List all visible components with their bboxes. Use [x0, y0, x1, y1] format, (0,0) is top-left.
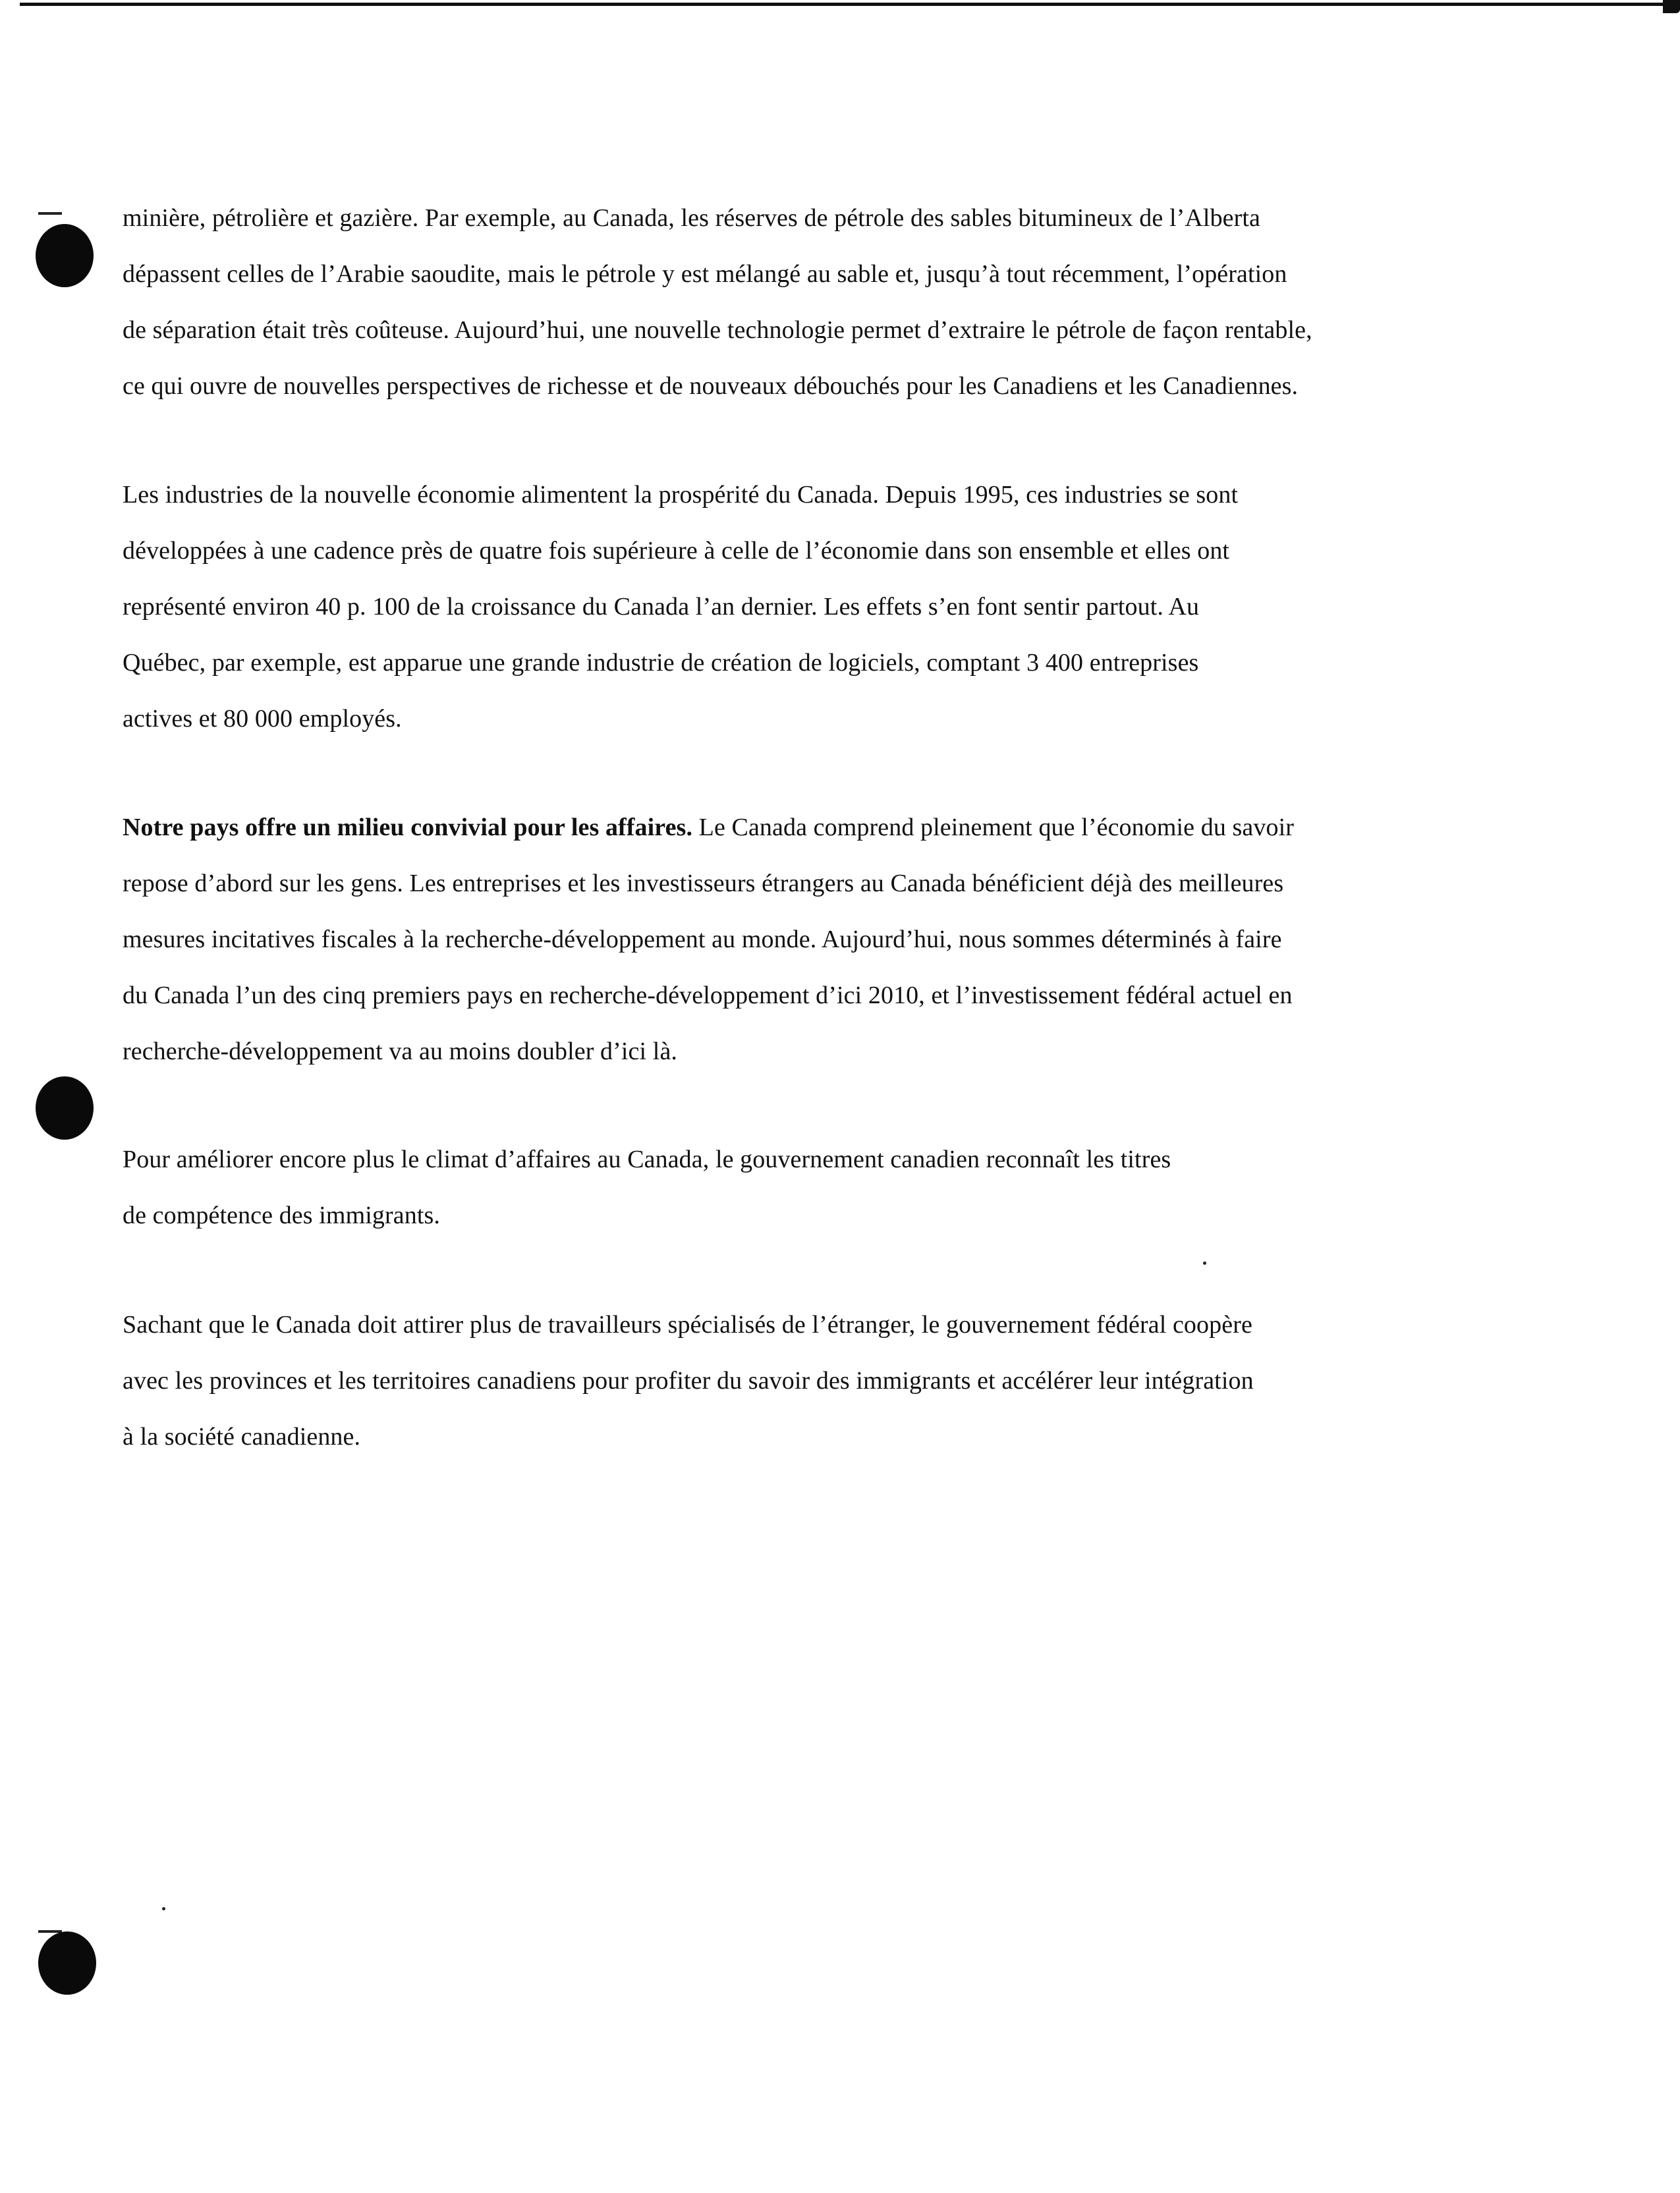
- text-line: minière, pétrolière et gazière. Par exemple, au Canada, les réserves de pétrole des sables bitumineux de l’Alberta: [123, 204, 1261, 232]
- punch-hole-middle: [36, 1076, 94, 1140]
- punch-hole-mark-top: [38, 212, 62, 215]
- scan-corner-mark: [1663, 0, 1680, 13]
- text-line: du Canada l’un des cinq premiers pays en recherche-développement d’ici 2010, et l’investissement fédéral actuel en: [123, 982, 1293, 1009]
- paragraph-resource-industries: [123, 190, 1312, 414]
- text-line: Sachant que le Canada doit attirer plus de travailleurs spécialisés de l’étranger, le gouvernement fédéral coopère: [123, 1311, 1252, 1339]
- scan-top-border: [20, 3, 1680, 6]
- scan-speck: [162, 1907, 165, 1910]
- text-line: avec les provinces et les territoires canadiens pour profiter du savoir des immigrants et accélérer leur intégration: [123, 1367, 1254, 1395]
- scan-speck: [1203, 1262, 1206, 1265]
- bold-lead-sentence: Notre pays offre un milieu convivial pour les affaires.: [123, 814, 693, 841]
- text-line: de séparation était très coûteuse. Aujourd’hui, une nouvelle technologie permet d’extraire le pétrole de façon rentable,: [123, 316, 1312, 344]
- text-line: mesures incitatives fiscales à la recherche-développement au monde. Aujourd’hui, nous sommes déterminés à faire: [123, 926, 1282, 953]
- text-span: Le Canada comprend pleinement que l’économie du savoir: [692, 814, 1295, 841]
- text-line: représenté environ 40 p. 100 de la croissance du Canada l’an dernier. Les effets s’en font sentir partout. Au: [123, 593, 1200, 621]
- text-line: Pour améliorer encore plus le climat d’affaires au Canada, le gouvernement canadien reconnaît les titres: [123, 1146, 1171, 1173]
- paragraph-new-economy: [123, 467, 1238, 747]
- paragraph-immigrant-credentials: [123, 1132, 1171, 1244]
- text-line: recherche-développement va au moins doubler d’ici là.: [123, 1038, 678, 1065]
- paragraph-skilled-workers: [123, 1297, 1254, 1465]
- text-line: à la société canadienne.: [123, 1423, 361, 1451]
- text-line: Québec, par exemple, est apparue une grande industrie de création de logiciels, comptant 3 400 entreprises: [123, 649, 1199, 677]
- punch-hole-bottom: [38, 1931, 96, 1995]
- paragraph-business-environment: [123, 800, 1294, 1080]
- text-line: [123, 800, 1294, 856]
- text-line: développées à une cadence près de quatre fois supérieure à celle de l’économie dans son ensemble et elles ont: [123, 537, 1230, 565]
- text-line: dépassent celles de l’Arabie saoudite, mais le pétrole y est mélangé au sable et, jusqu’à tout récemment, l’opération: [123, 260, 1287, 288]
- text-line: Les industries de la nouvelle économie alimentent la prospérité du Canada. Depuis 1995, ces industries se sont: [123, 481, 1239, 509]
- punch-hole-top: [36, 224, 94, 287]
- text-line: actives et 80 000 employés.: [123, 705, 402, 733]
- text-line: de compétence des immigrants.: [123, 1202, 440, 1229]
- text-line: ce qui ouvre de nouvelles perspectives de richesse et de nouveaux débouchés pour les Canadiens et les Canadiennes.: [123, 372, 1299, 400]
- text-line: repose d’abord sur les gens. Les entreprises et les investisseurs étrangers au Canada bénéficient déjà des meilleures: [123, 870, 1284, 897]
